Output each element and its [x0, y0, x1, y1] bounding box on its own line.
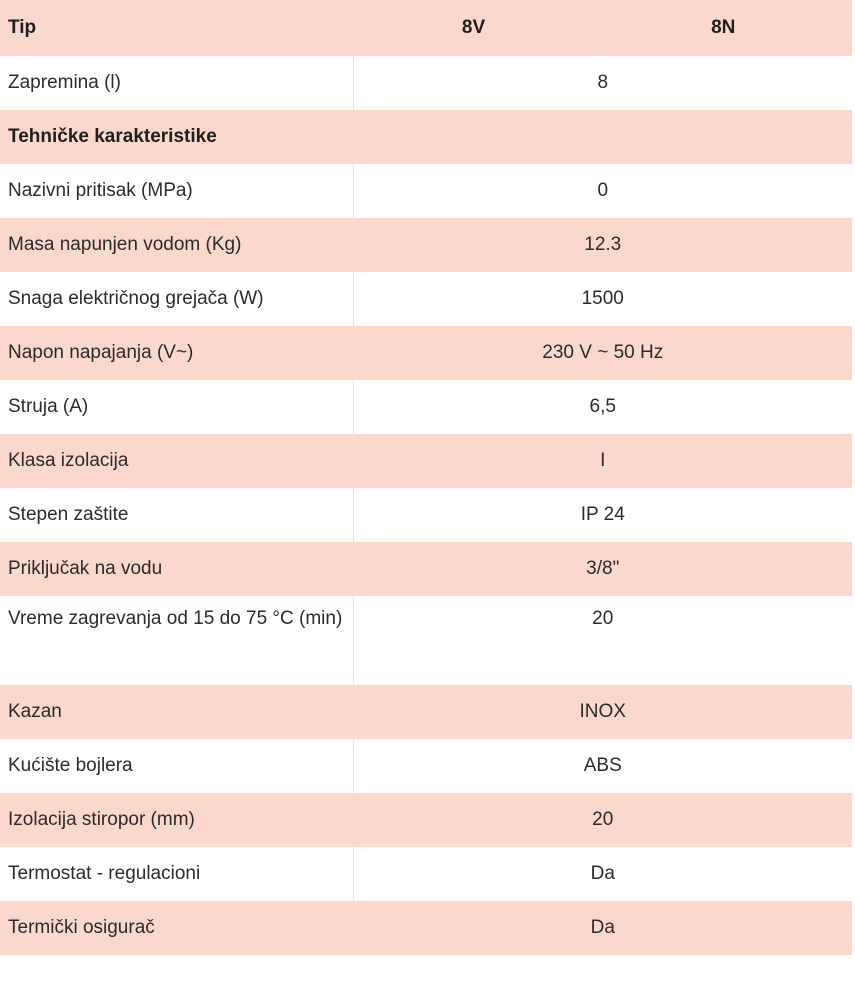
- table-row: [0, 901, 852, 955]
- row-label: Masa napunjen vodom (Kg): [0, 218, 353, 272]
- header-label: Tip: [0, 0, 353, 56]
- row-label: Zapremina (l): [0, 56, 353, 110]
- row-value: 6,5: [589, 396, 616, 417]
- row-value: 0: [597, 180, 609, 201]
- row-value: 8: [597, 72, 609, 93]
- table-row: [0, 685, 852, 739]
- header-col-8v: 8V: [353, 0, 594, 56]
- row-value: I: [353, 434, 852, 488]
- row-value: 1500: [581, 288, 624, 309]
- row-label: Vreme zagrevanja od 15 do 75 °C (min): [0, 596, 353, 685]
- row-label: Kazan: [0, 685, 353, 739]
- section-title: Tehničke karakteristike: [0, 110, 852, 164]
- table-row: [0, 326, 852, 380]
- row-value: 3/8": [353, 542, 852, 596]
- row-value: INOX: [353, 685, 852, 739]
- table-header-row: [0, 0, 852, 56]
- row-value: 20: [592, 608, 614, 629]
- table-row: [0, 434, 852, 488]
- row-label: Nazivni pritisak (MPa): [0, 164, 353, 218]
- row-label: Termostat - regulacioni: [0, 847, 353, 901]
- row-label: Snaga električnog grejača (W): [0, 272, 353, 326]
- row-value: IP 24: [580, 504, 625, 525]
- row-label: Termički osigurač: [0, 901, 353, 955]
- row-value: 230 V ~ 50 Hz: [353, 326, 852, 380]
- row-value: ABS: [583, 755, 622, 776]
- section-row: [0, 110, 852, 164]
- row-label: Izolacija stiropor (mm): [0, 793, 353, 847]
- table-row: [0, 793, 852, 847]
- table-row: [0, 272, 852, 326]
- table-row: [0, 542, 852, 596]
- row-label: Stepen zaštite: [0, 488, 353, 542]
- row-label: Priključak na vodu: [0, 542, 353, 596]
- header-col-8n: 8N: [594, 0, 852, 56]
- row-value: 20: [353, 793, 852, 847]
- row-value: 12.3: [353, 218, 852, 272]
- table-row: [0, 488, 852, 542]
- table-row: [0, 380, 852, 434]
- table-row: [0, 56, 852, 110]
- table-row: [0, 739, 852, 793]
- row-label: Kućište bojlera: [0, 739, 353, 793]
- row-value: Da: [590, 863, 615, 884]
- row-label: Struja (A): [0, 380, 353, 434]
- row-value: Da: [353, 901, 852, 955]
- table-row: [0, 847, 852, 901]
- table-row: [0, 218, 852, 272]
- table-row: [0, 596, 852, 685]
- table-row: [0, 164, 852, 218]
- row-label: Napon napajanja (V~): [0, 326, 353, 380]
- row-label: Klasa izolacija: [0, 434, 353, 488]
